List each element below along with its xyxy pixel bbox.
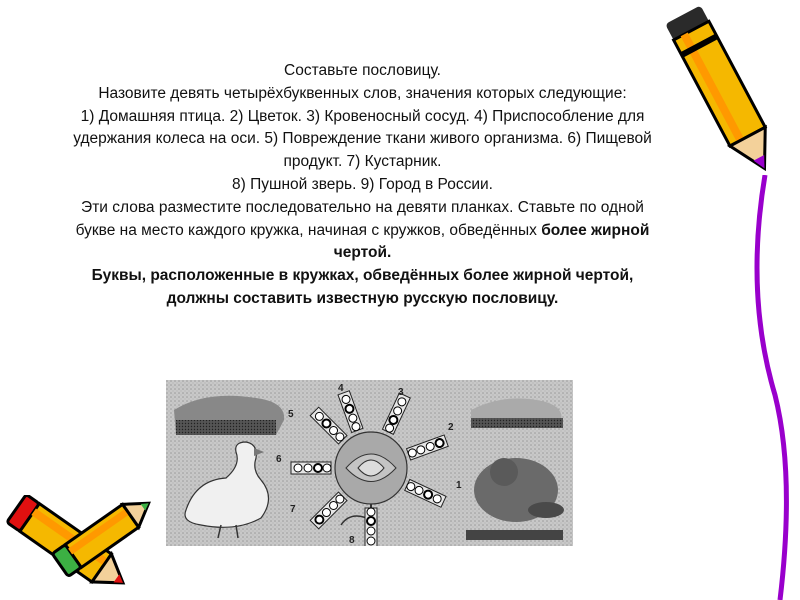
plank-number: 7 (290, 504, 296, 515)
pencil-yellow-icon (660, 0, 790, 185)
slide-instruction-1: Назовите девять четырёхбуквенных слов, значения которых следующие: (98, 84, 627, 102)
slide-instruction-2 (70, 197, 655, 265)
plank-number: 8 (349, 535, 355, 546)
plank-number: 5 (288, 409, 294, 420)
instruction-2-text: Эти слова разместите последовательно на девяти планках. Ставьте по одной букве на место каждого кружка, начиная с кружков, обведённых (75, 198, 644, 239)
slide-text (70, 60, 655, 311)
plank-number: 6 (276, 454, 282, 465)
instruction-2-bold: более жирной чертой. (333, 221, 650, 262)
slide-instruction-3 (70, 265, 655, 311)
plank-number: 4 (338, 383, 344, 394)
purple-line-decoration (735, 175, 800, 600)
plank-number: 1 (456, 480, 462, 491)
instruction-3-bold: Буквы, расположенные в кружках, обведённых более жирной чертой, должны составить известную русскую пословицу. (91, 267, 634, 307)
slide-clues-end: 8) Пушной зверь. 9) Город в России. (232, 175, 493, 193)
plank-number: 3 (398, 387, 404, 398)
pencil-green-icon (45, 480, 165, 590)
slide-clues: 1) Домашняя птица. 2) Цветок. 3) Кровеносный сосуд. 4) Приспособление для удержания колеса на оси. 5) Повреждение ткани живого организма. 6) Пищевой продукт. 7) Кустарник. (73, 107, 652, 171)
slide-title: Составьте пословицу. (284, 62, 441, 79)
puzzle-image (166, 380, 573, 546)
plank-number: 2 (448, 422, 454, 433)
